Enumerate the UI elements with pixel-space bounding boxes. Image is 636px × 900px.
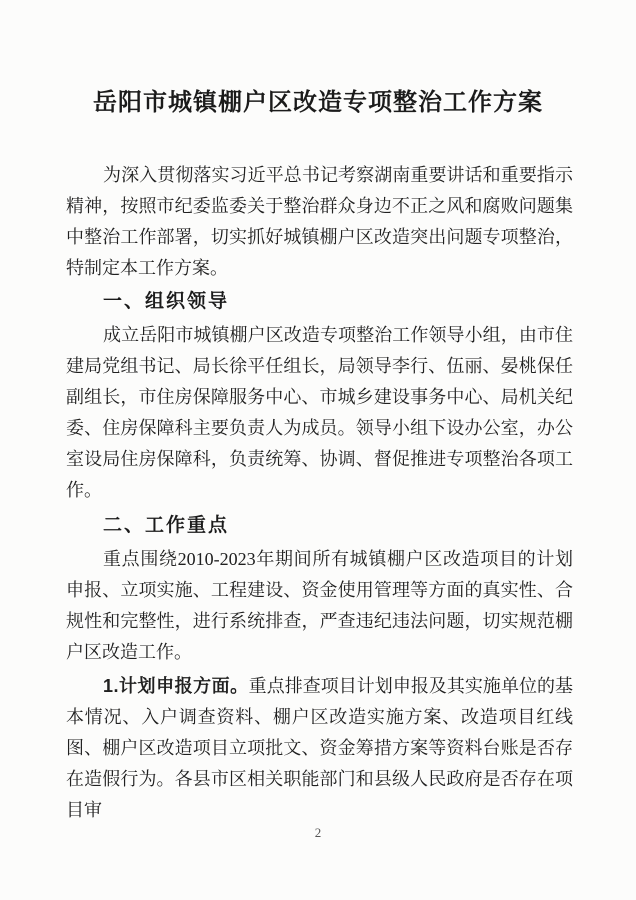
item-1-paragraph (66, 671, 573, 826)
section-2-heading: 二、工作重点 (103, 515, 230, 536)
section-1-heading: 一、组织领导 (103, 291, 230, 312)
intro-paragraph: 为深入贯彻落实习近平总书记考察湖南重要讲话和重要指示精神，按照市纪委监委关于整治群众身边不正之风和腐败问题集中整治工作部署，切实抓好城镇棚户区改造突出问题专项整治，特制定本工作方案。 (66, 165, 573, 278)
item-1-lead: 1.计划申报方面。 (103, 676, 249, 696)
document-title: 岳阳市城镇棚户区改造专项整治工作方案 (93, 90, 543, 116)
section-1-paragraph: 成立岳阳市城镇棚户区改造专项整治工作领导小组，由市住建局党组书记、局长徐平任组长，局领导李行、伍丽、晏桃保任副组长，市住房保障服务中心、市城乡建设事务中心、局机关纪委、住房保障科主要负责人为成员。领导小组下设办公室，办公室设局住房保障科，负责统筹、协调、督促推进专项整治各项工作。 (66, 325, 573, 500)
page-number: 2 (314, 825, 322, 840)
item-1-body-text: 重点排查项目计划申报及其实施单位的基本情况、入户调查资料、棚户区改造实施方案、改造项目红线图、棚户区改造项目立项批文、资金筹措方案等资料台账是否存在造假行为。各县市区相关职能部门和县级人民政府是否存在项目审 (66, 676, 573, 820)
section-2-paragraph: 重点围绕2010-2023年期间所有城镇棚户区改造项目的计划申报、立项实施、工程建设、资金使用管理等方面的真实性、合规性和完整性，进行系统排查，严查违纪违法问题，切实规范棚户区改造工作。 (66, 549, 573, 662)
